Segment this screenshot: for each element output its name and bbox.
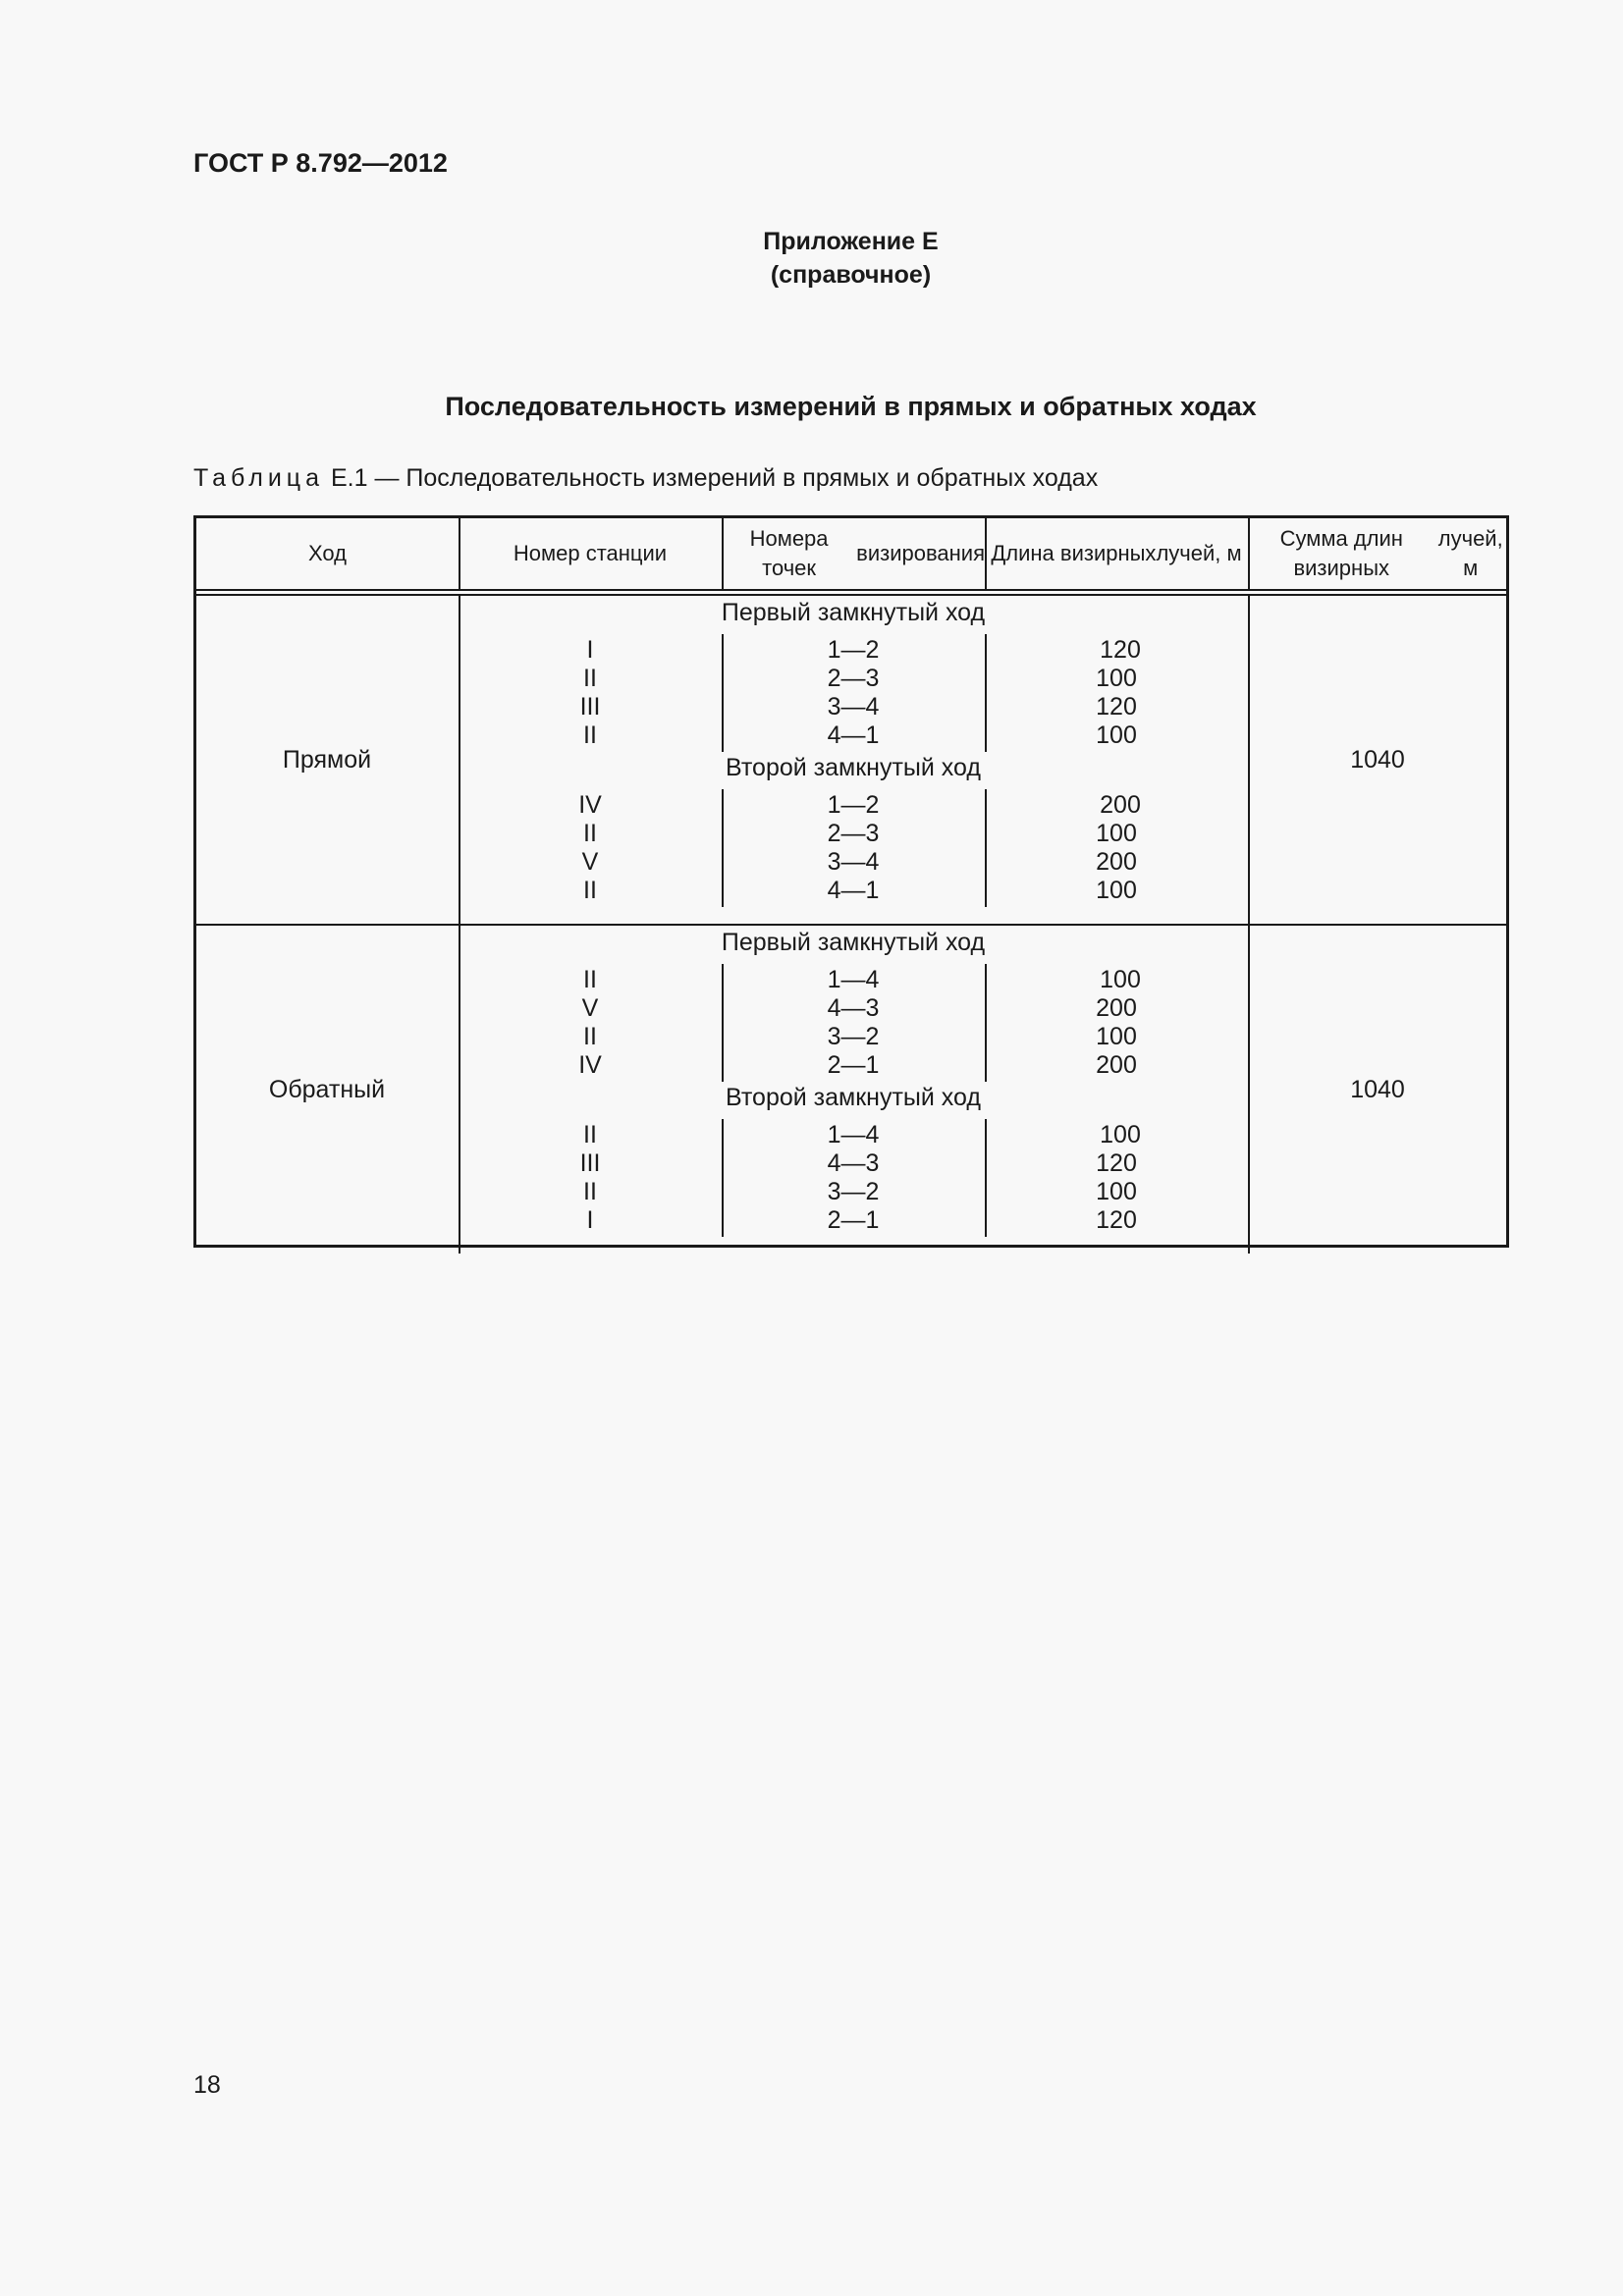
total-length-value: 1040	[1350, 746, 1405, 774]
loop-title: Первый замкнутый ход	[721, 929, 986, 956]
table-header-text: Сумма длин визирных	[1279, 526, 1403, 580]
column-divider	[722, 634, 724, 752]
station-number: III	[579, 1149, 601, 1177]
sight-length-value: 100	[1100, 1121, 1141, 1148]
sighting-points: 4—1	[827, 877, 880, 904]
appendix-title: Приложение Е	[763, 228, 939, 255]
station-number: II	[583, 721, 597, 749]
column-divider	[459, 518, 460, 589]
sight-length-value: 100	[1096, 820, 1137, 847]
table-header-text: лучей, м	[1156, 541, 1242, 565]
section-title: Последовательность измерений в прямых и обратных ходах	[445, 392, 1257, 421]
sighting-points: 3—2	[827, 1023, 880, 1050]
sighting-points: 1—2	[827, 791, 880, 819]
sighting-points: 4—3	[827, 1149, 880, 1177]
table-header-cell	[985, 518, 1248, 589]
table-header-text: Номер станции	[513, 541, 668, 565]
station-number: III	[579, 693, 601, 721]
station-number: IV	[578, 791, 602, 819]
column-divider	[459, 926, 460, 1254]
header-rule	[196, 594, 1506, 596]
column-divider	[985, 789, 987, 907]
column-divider	[722, 1119, 724, 1237]
table-caption-text: Е.1 — Последовательность измерений в прямых и обратных ходах	[330, 464, 1099, 492]
table-header-text: Длина визирных	[991, 541, 1157, 565]
table-header-text: лучей, м	[1437, 526, 1503, 580]
table-caption	[193, 464, 1098, 493]
column-divider	[722, 789, 724, 907]
sight-length-value: 100	[1096, 1178, 1137, 1205]
station-number: II	[583, 877, 597, 904]
column-divider	[1248, 926, 1250, 1254]
sight-length-value: 200	[1100, 791, 1141, 819]
sight-length-value: 100	[1096, 1023, 1137, 1050]
sighting-points: 2—3	[827, 820, 880, 847]
table-header-cell	[196, 518, 459, 589]
document-code: ГОСТ Р 8.792—2012	[193, 148, 448, 178]
station-number: II	[583, 966, 597, 993]
station-number: II	[583, 1023, 597, 1050]
measurements-table	[193, 515, 1509, 1248]
table-header-cell	[459, 518, 722, 589]
station-number: V	[581, 848, 599, 876]
column-divider	[985, 964, 987, 1082]
station-number: II	[583, 820, 597, 847]
sighting-points: 3—2	[827, 1178, 880, 1205]
column-divider	[1248, 596, 1250, 924]
station-number: V	[581, 994, 599, 1022]
sighting-points: 1—4	[827, 1121, 880, 1148]
sight-length-value: 100	[1096, 877, 1137, 904]
station-number: IV	[578, 1051, 602, 1079]
table-header-text: Ход	[307, 541, 347, 565]
sighting-points: 4—3	[827, 994, 880, 1022]
table-header-cell	[1248, 518, 1506, 589]
loop-title: Второй замкнутый ход	[726, 1084, 981, 1111]
sight-length-value: 200	[1096, 848, 1137, 876]
sighting-points: 3—4	[827, 848, 880, 876]
station-number: I	[586, 1206, 594, 1234]
loop-title: Первый замкнутый ход	[721, 599, 986, 626]
station-number: II	[583, 1178, 597, 1205]
column-divider	[722, 964, 724, 1082]
table-header-text: визирования	[856, 541, 985, 565]
column-divider	[459, 596, 460, 924]
column-divider	[985, 634, 987, 752]
sighting-points: 1—2	[827, 636, 880, 664]
loop-title: Второй замкнутый ход	[726, 754, 981, 781]
direction-label: Обратный	[268, 1076, 386, 1103]
sight-length-value: 120	[1096, 1149, 1137, 1177]
appendix-subtitle: (справочное)	[770, 261, 932, 289]
appendix-heading	[0, 225, 1623, 292]
sighting-points: 4—1	[827, 721, 880, 749]
page-number: 18	[193, 2071, 221, 2099]
sighting-points: 1—4	[827, 966, 880, 993]
table-header-text: Номера точек	[749, 526, 829, 580]
column-divider	[985, 518, 987, 589]
sight-length-value: 120	[1100, 636, 1141, 664]
column-divider	[722, 518, 724, 589]
total-length-value: 1040	[1350, 1076, 1405, 1103]
sighting-points: 2—1	[827, 1051, 880, 1079]
table-header-cell	[722, 518, 985, 589]
sight-length-value: 100	[1096, 721, 1137, 749]
group-divider	[196, 924, 1506, 926]
sight-length-value: 120	[1096, 1206, 1137, 1234]
table-caption-label: Таблица	[193, 464, 325, 492]
station-number: II	[583, 1121, 597, 1148]
sight-length-value: 100	[1100, 966, 1141, 993]
column-divider	[1248, 518, 1250, 589]
header-rule	[196, 589, 1506, 591]
sighting-points: 2—3	[827, 665, 880, 692]
sight-length-value: 200	[1096, 1051, 1137, 1079]
sight-length-value: 100	[1096, 665, 1137, 692]
sighting-points: 2—1	[827, 1206, 880, 1234]
column-divider	[985, 1119, 987, 1237]
sight-length-value: 200	[1096, 994, 1137, 1022]
station-number: II	[583, 665, 597, 692]
sighting-points: 3—4	[827, 693, 880, 721]
direction-label: Прямой	[282, 746, 372, 774]
sight-length-value: 120	[1096, 693, 1137, 721]
station-number: I	[586, 636, 594, 664]
